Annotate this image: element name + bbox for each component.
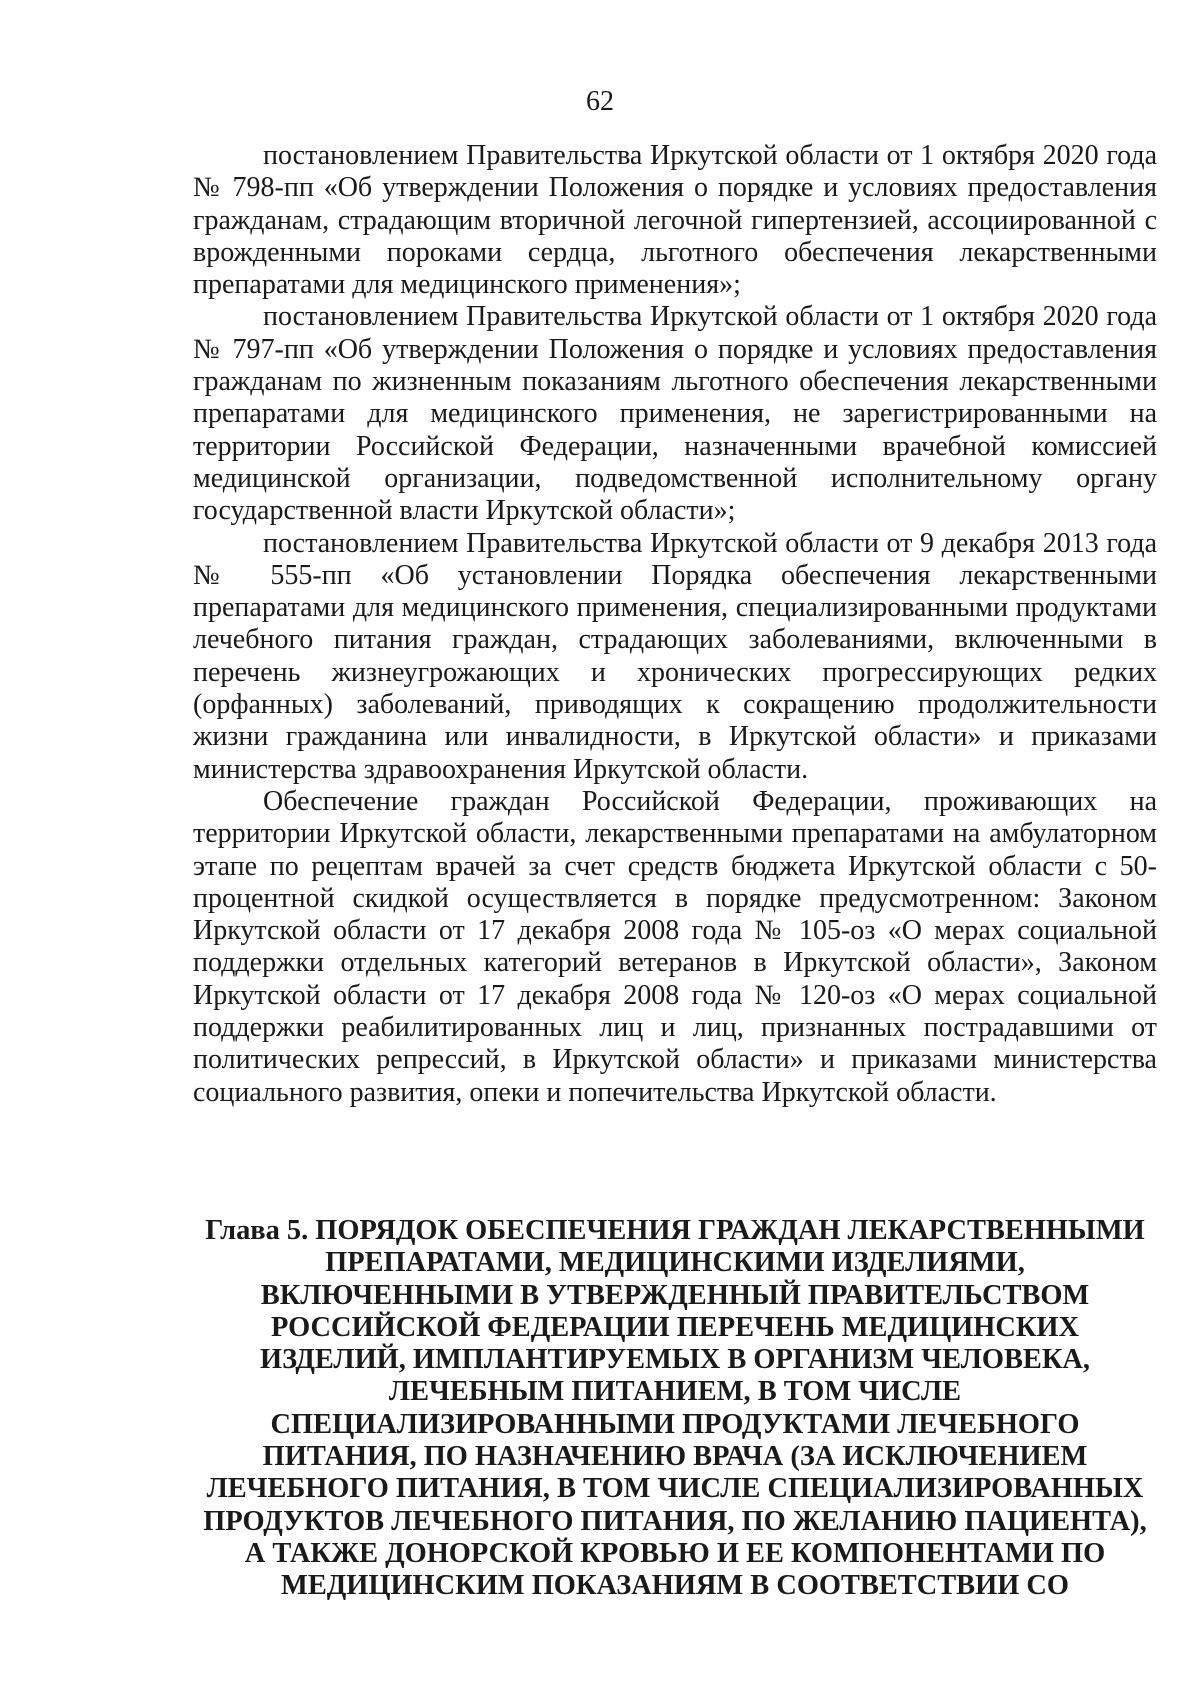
chapter-heading-line: РОССИЙСКОЙ ФЕДЕРАЦИИ ПЕРЕЧЕНЬ МЕДИЦИНСКИХ (270, 1311, 1080, 1343)
chapter-heading-line: А ТАКЖЕ ДОНОРСКОЙ КРОВЬЮ И ЕЕ КОМПОНЕНТАМИ ПО (244, 1537, 1106, 1569)
page-number: 62 (586, 86, 614, 117)
paragraph-discount-provision: Обеспечение граждан Российской Федерации, проживающих на территории Иркутской области, лекарственными препаратами на амбулаторном этапе по рецептам врачей за счет средств бюджета Иркутской области с 50-процентной скидкой осуществляется в порядке предусмотренном: Законом Иркутской области от 17 декабря 2008 года № 105-оз «О мерах социальной поддержки отдельных категорий ветеранов в Иркутской области», Законом Иркутской области от 17 декабря 2008 года № 120-оз «О мерах социальной поддержки реабилитированных лиц и лиц, признанных пострадавшими от политических репрессий, в Иркутской области» и приказами министерства социального развития, опеки и попечительства Иркутской области. (193, 785, 1157, 1108)
document-body (193, 140, 1157, 1109)
chapter-heading-line: СПЕЦИАЛИЗИРОВАННЫМИ ПРОДУКТАМИ ЛЕЧЕБНОГО (270, 1408, 1080, 1440)
chapter-heading-line: ЛЕЧЕБНОГО ПИТАНИЯ, В ТОМ ЧИСЛЕ СПЕЦИАЛИЗИРОВАННЫХ (206, 1473, 1144, 1505)
chapter-heading-line: ВКЛЮЧЕННЫМИ В УТВЕРЖДЕННЫЙ ПРАВИТЕЛЬСТВОМ (260, 1279, 1090, 1311)
paragraph-resolution-798: постановлением Правительства Иркутской области от 1 октября 2020 года № 798-пп «Об утверждении Положения о порядке и условиях предоставления гражданам, страдающим вторичной легочной гипертензией, ассоциированной с врожденными пороками сердца, льготного обеспечения лекарственными препаратами для медицинского применения»; (193, 140, 1157, 301)
chapter-heading-line: ПИТАНИЯ, ПО НАЗНАЧЕНИЮ ВРАЧА (ЗА ИСКЛЮЧЕНИЕМ (262, 1441, 1088, 1473)
paragraph-resolution-797: постановлением Правительства Иркутской области от 1 октября 2020 года № 797-пп «Об утверждении Положения о порядке и условиях предоставления гражданам по жизненным показаниям льготного обеспечения лекарственными препаратами для медицинского применения, не зарегистрированными на территории Российской Федерации, назначенными врачебной комиссией медицинской организации, подведомственной исполнительному органу государственной власти Иркутской области»; (193, 301, 1157, 527)
chapter-heading-line: МЕДИЦИНСКИМ ПОКАЗАНИЯМ В СООТВЕТСТВИИ СО (281, 1570, 1069, 1602)
chapter-heading-line: ЛЕЧЕБНЫМ ПИТАНИЕМ, В ТОМ ЧИСЛЕ (388, 1376, 962, 1408)
chapter-heading-line: ПРЕПАРАТАМИ, МЕДИЦИНСКИМИ ИЗДЕЛИЯМИ, (325, 1247, 1025, 1279)
chapter-heading-line: Глава 5. ПОРЯДОК ОБЕСПЕЧЕНИЯ ГРАЖДАН ЛЕКАРСТВЕННЫМИ (205, 1215, 1145, 1246)
chapter-heading (193, 1215, 1157, 1603)
chapter-heading-line: ПРОДУКТОВ ЛЕЧЕБНОГО ПИТАНИЯ, ПО ЖЕЛАНИЮ ПАЦИЕНТА), (203, 1505, 1147, 1537)
chapter-heading-line: ИЗДЕЛИЙ, ИМПЛАНТИРУЕМЫХ В ОРГАНИЗМ ЧЕЛОВЕКА, (259, 1344, 1091, 1376)
paragraph-resolution-555: постановлением Правительства Иркутской области от 9 декабря 2013 года № 555-пп «Об установлении Порядка обеспечения лекарственными препаратами для медицинского применения, специализированными продуктами лечебного питания граждан, страдающих заболеваниями, включенными в перечень жизнеугрожающих и хронических прогрессирующих редких (орфанных) заболеваний, приводящих к сокращению продолжительности жизни гражданина или инвалидности, в Иркутской области» и приказами министерства здравоохранения Иркутской области. (193, 527, 1157, 785)
